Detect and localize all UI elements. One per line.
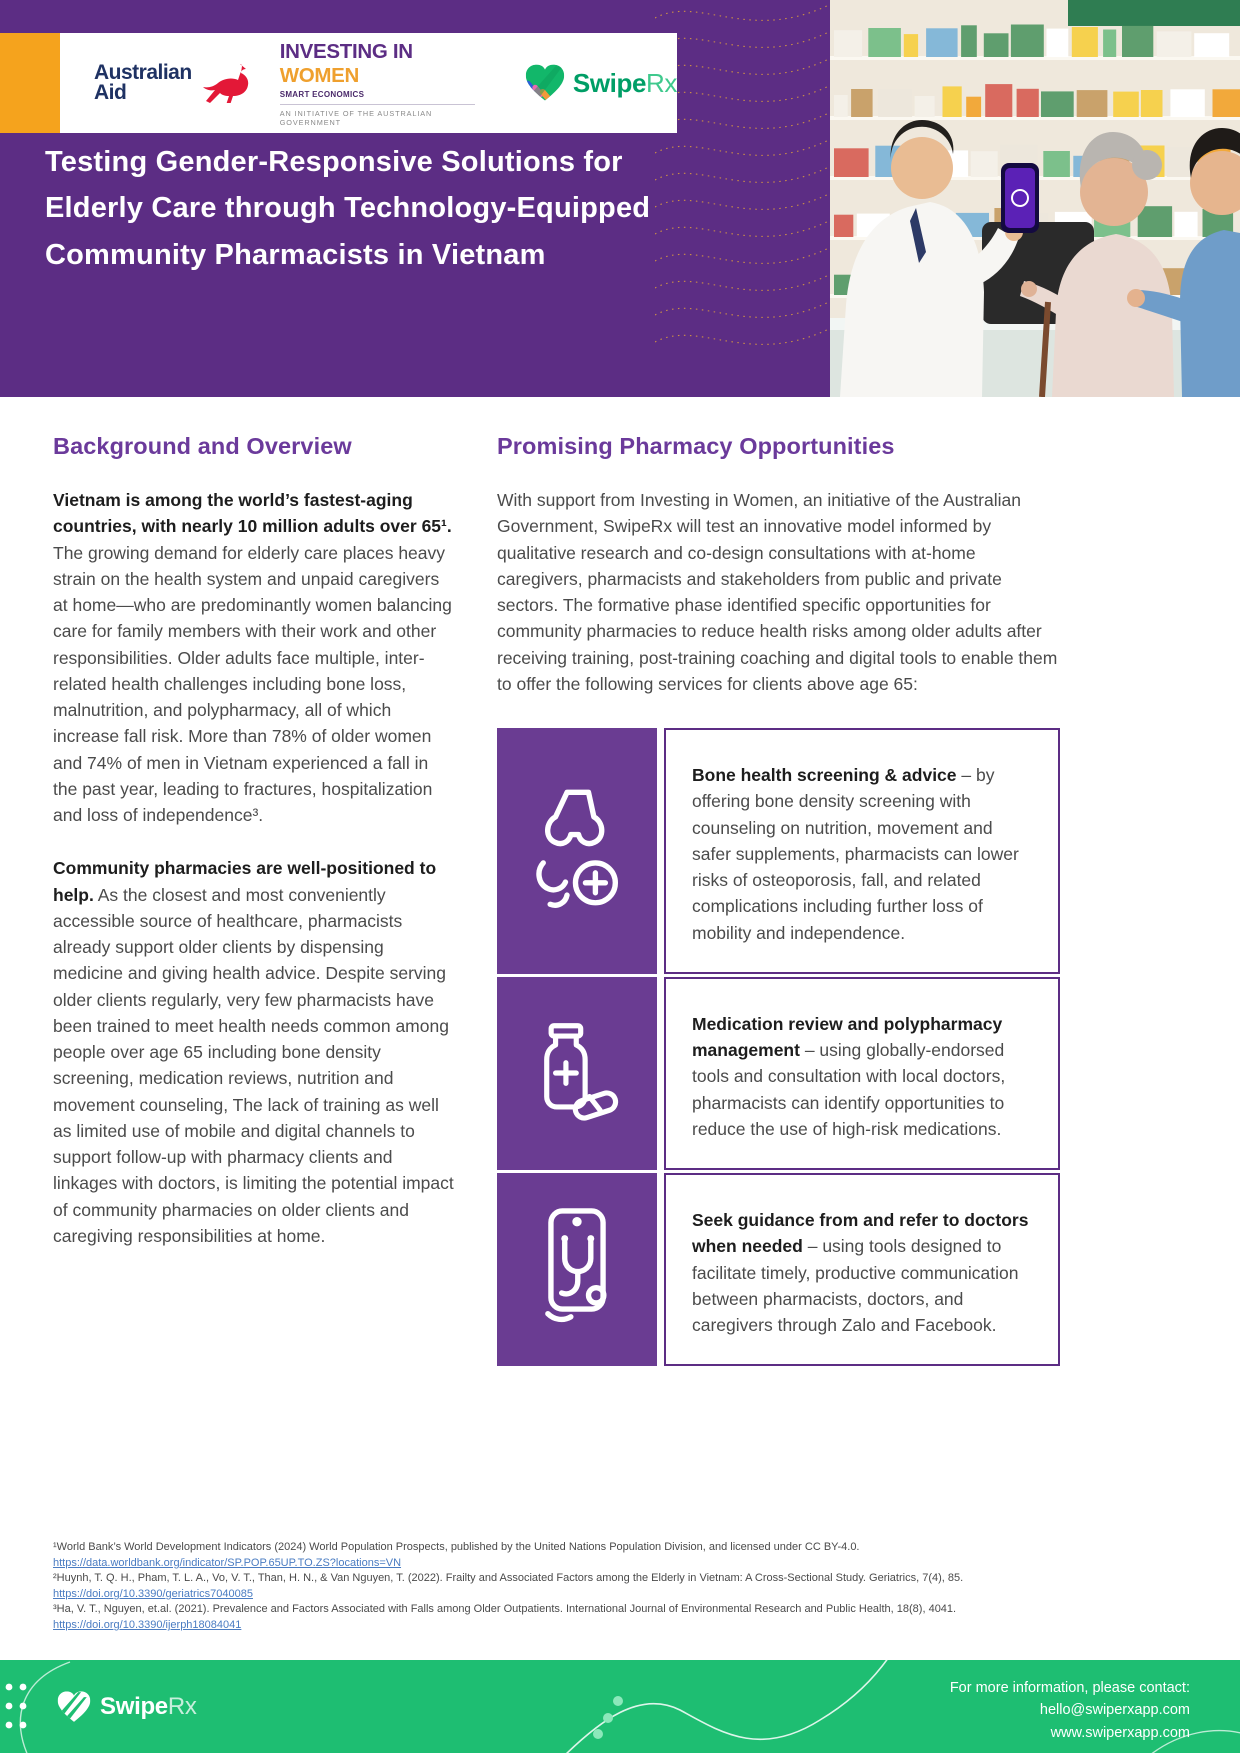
card-bone-health-icon-cell [497, 728, 657, 974]
pharmacy-opportunities-heading: Promising Pharmacy Opportunities [497, 433, 895, 459]
background-overview-column [53, 433, 455, 1366]
background-paragraph-2 [53, 855, 455, 1249]
card-medication-review-paragraph [692, 1011, 1032, 1142]
phone-stethoscope-icon [531, 1204, 623, 1336]
kangaroo-icon [198, 63, 250, 103]
iiw-divider [280, 104, 475, 105]
card-doctor-referral-icon-cell [497, 1173, 657, 1366]
swiperx-wordmark: SwipeRx [572, 67, 677, 98]
paragraph-1-rest: The growing demand for elderly care places heavy strain on the health system and unpaid caregivers at home—who are predominantly women balancing care for family members with their work and other responsibilities. Older adults face multiple, inter-related health challenges including bone loss, malnutrition, and polypharmacy, all of which increase fall risk. More than 78% of older women and 74% of men in Vietnam experienced a fall in the past year, leading to fractures, hospitalization and loss of independence³. [53, 542, 452, 825]
footnote-1-text: ¹World Bank’s World Development Indicators (2024) World Population Prospects, published by the United Nations Population Division, and licensed under CC BY-4.0. [53, 1541, 860, 1553]
opportunities-intro-paragraph: With support from Investing in Women, an initiative of the Australian Government, SwipeRx will test an innovative model informed by qualitative research and co-design consultations with at-home caregivers, pharmacists and stakeholders from public and private sectors. The formative phase identified specific opportunities for community pharmacies to reduce health risks among older adults after receiving training, post-training coaching and digital tools to enable them to offer the following services for clients above age 65: [497, 490, 1058, 694]
footnote-3-link[interactable]: https://doi.org/10.3390/ijerph18084041 [53, 1619, 242, 1632]
card-bone-health-paragraph [692, 762, 1032, 946]
swiperx-logo [524, 63, 677, 103]
swiperx-heart-icon [524, 63, 566, 103]
card-medication-review-text [664, 977, 1060, 1170]
pharmacy-photo-illustration [830, 0, 1240, 397]
iiw-wordmark: INVESTING IN WOMEN [279, 39, 413, 87]
footnote-2-link[interactable]: https://doi.org/10.3390/geriatrics7040085 [53, 1587, 253, 1600]
card-bone-health [497, 728, 1060, 974]
medication-bottle-icon [529, 1013, 625, 1133]
page-title [45, 139, 745, 278]
service-cards [497, 728, 1060, 1366]
card-doctor-referral-paragraph [692, 1207, 1032, 1338]
pharmacy-opportunities-column [497, 433, 1060, 1366]
footnote-1-link[interactable]: https://data.worldbank.org/indicator/SP.POP.65UP.TO.ZS?locations=VN [53, 1556, 402, 1569]
footer-contact-block [950, 1677, 1190, 1744]
main-content [0, 397, 1240, 1366]
investing-in-women-logo [280, 40, 494, 127]
title-line-1: Testing Gender-Responsive Solutions for [45, 146, 623, 178]
paragraph-2-rest: As the closest and most conveniently accessible source of healthcare, pharmacists already support older clients by dispensing medicine and giving health advice. Despite serving older clients regularly, very few pharmacists have been trained to meet health needs common among people over age 65 including bone density screening, medication reviews, nutrition and movement counseling, The lack of training as well as limited use of mobile and digital channels to support follow-up with pharmacy clients and linkages with doctors, is limiting the potential impact of community pharmacies on older clients and caregiving responsibilities at home. [53, 884, 454, 1246]
card-medication-review-title: Medication review and polypharmacy management [692, 1013, 1003, 1060]
card-bone-health-title: Bone health screening & advice [692, 765, 957, 785]
logo-bar [60, 33, 677, 133]
footnote-2-text: ²Huynh, T. Q. H., Pham, T. L. A., Vo, V. T., Than, H. N., & Van Nguyen, T. (2022). Frailty and Associated Factors among the Elderly in Vietnam: A Cross-Sectional Study. Geriatrics, 7(4), 85. [53, 1572, 964, 1585]
footer [0, 1660, 1240, 1753]
footer-swiperx-logo [56, 1690, 197, 1724]
pharmacy-photo [830, 0, 1240, 397]
footer-swiperx-wordmark: SwipeRx [100, 1692, 197, 1720]
footer-dot-grid [6, 1684, 27, 1729]
background-overview-heading: Background and Overview [53, 433, 352, 459]
card-bone-health-text [664, 728, 1060, 974]
bone-joint-icon [531, 786, 623, 916]
footnotes [53, 1540, 1193, 1634]
card-doctor-referral-body: – using tools designed to facilitate timely, productive communication between pharmacists, doctors, and caregivers through Zalo and Facebook. [692, 1236, 1019, 1335]
australian-aid-logo [94, 63, 250, 103]
card-doctor-referral-text [664, 1173, 1060, 1366]
phone-in-photo [1001, 163, 1039, 233]
title-line-2: Elderly Care through Technology-Equipped [45, 192, 651, 225]
footer-website[interactable]: www.swiperxapp.com [1050, 1724, 1190, 1741]
hero-header [0, 0, 1240, 397]
iiw-tagline: SMART ECONOMICS [279, 89, 365, 99]
footer-heart-icon [56, 1690, 92, 1724]
footnote-3-text: ³Ha, V. T., Nguyen, et.al. (2021). Prevalence and Factors Associated with Falls among Older Outpatients. International Journal of Environmental Research and Public Health, 18(8), 4041. [53, 1603, 957, 1616]
title-line-3: Community Pharmacists in Vietnam [45, 238, 546, 271]
footer-email[interactable]: hello@swiperxapp.com [1039, 1702, 1190, 1719]
card-medication-review-icon-cell [497, 977, 657, 1170]
australian-aid-wordmark: Australian Aid [94, 61, 192, 104]
paragraph-1-lead: Vietnam is among the world’s fastest-aging countries, with nearly 10 million adults over 65¹. [53, 490, 452, 537]
card-doctor-referral-title: Seek guidance from and refer to doctors when needed [692, 1210, 1029, 1257]
card-doctor-referral [497, 1173, 1060, 1366]
card-bone-health-body: – by offering bone density screening with counseling on nutrition, movement and safer supplements, pharmacists can lower risks of osteoporosis, fall, and related complications including further loss of mobility and independence. [692, 765, 1019, 943]
card-medication-review [497, 977, 1060, 1170]
background-paragraph-1 [53, 487, 455, 828]
card-medication-review-body: – using globally-endorsed tools and consultation with local doctors, pharmacists can identify opportunities to reduce the use of high-risk medications. [692, 1040, 1006, 1139]
orange-accent-block [0, 33, 60, 133]
iiw-initiative-line: AN INITIATIVE OF THE AUSTRALIAN GOVERNMENT [279, 108, 433, 127]
paragraph-2-lead: Community pharmacies are well-positioned to help. [53, 858, 437, 905]
footer-contact-label: For more information, please contact: [949, 1680, 1190, 1696]
